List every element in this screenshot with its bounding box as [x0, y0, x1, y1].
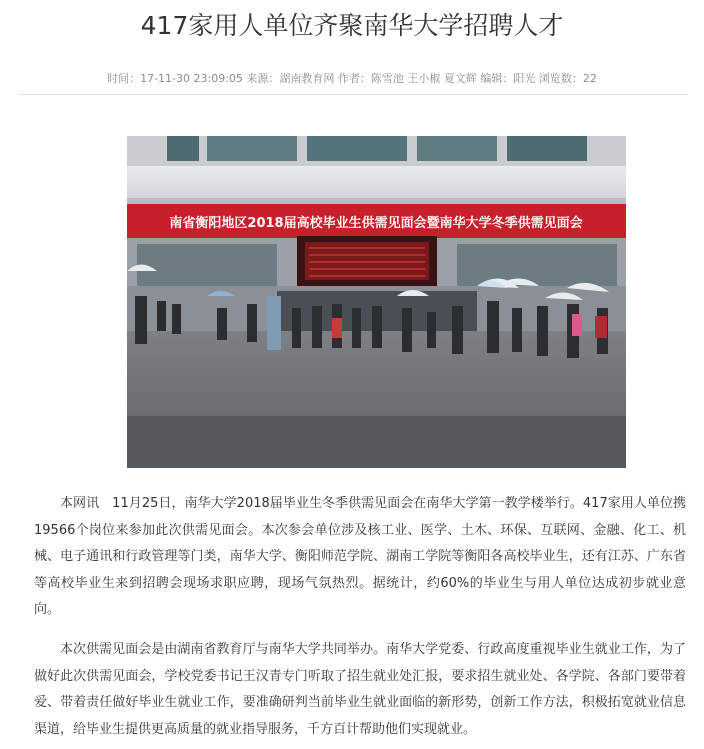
editor-value: 阳光	[513, 72, 536, 85]
article-photo	[127, 136, 626, 468]
article-meta	[0, 70, 704, 88]
publish-time: 17-11-30 23:09:05	[140, 72, 243, 85]
time-label: 时间：	[107, 72, 141, 85]
source-value: 湖南教育网	[279, 72, 335, 85]
source-label: 来源：	[246, 72, 280, 85]
views-count: 22	[582, 72, 597, 85]
banner-text: 南省衡阳地区2018届高校毕业生供需见面会暨南华大学冬季供需见面会	[169, 216, 583, 231]
author-value: 陈雪池 王小椒 夏文辉	[370, 72, 477, 85]
author-label: 作者：	[337, 72, 371, 85]
paragraph-2: 本次供需见面会是由湖南省教育厅与南华大学共同举办。南华大学党委、行政高度重视毕业生就业工作，为了做好此次供需见面会，学校党委书记王汉青专门听取了招生就业处汇报，要求招生就业处、各学院、各部门要带着爱、带着责任做好毕业生就业工作，要准确研判当前毕业生就业面临的新形势，创新工作方法，积极拓宽就业信息渠道，给毕业生提供更高质量的就业指导服务，千方百计帮助他们实现就业。	[34, 642, 686, 737]
paragraph-1: 本网讯 11月25日，南华大学2018届毕业生冬季供需见面会在南华大学第一教学楼举行。417家用人单位携19566个岗位来参加此次供需见面会。本次参会单位涉及核工业、医学、土木、环保、互联网、金融、化工、机械、电子通讯和行政管理等门类，南华大学、衡阳师范学院、湖南工学院等衡阳各高校毕业生，还有江苏、广东省等高校毕业生来到招聘会现场求职应聘，现场气氛热烈。据统计，约60%的毕业生与用人单位达成初步就业意向。	[34, 496, 686, 617]
article-title: 417家用人单位齐聚南华大学招聘人才	[140, 11, 564, 40]
title-divider	[18, 94, 688, 95]
editor-label: 编辑：	[480, 72, 514, 85]
views-label: 浏览数：	[538, 72, 583, 85]
